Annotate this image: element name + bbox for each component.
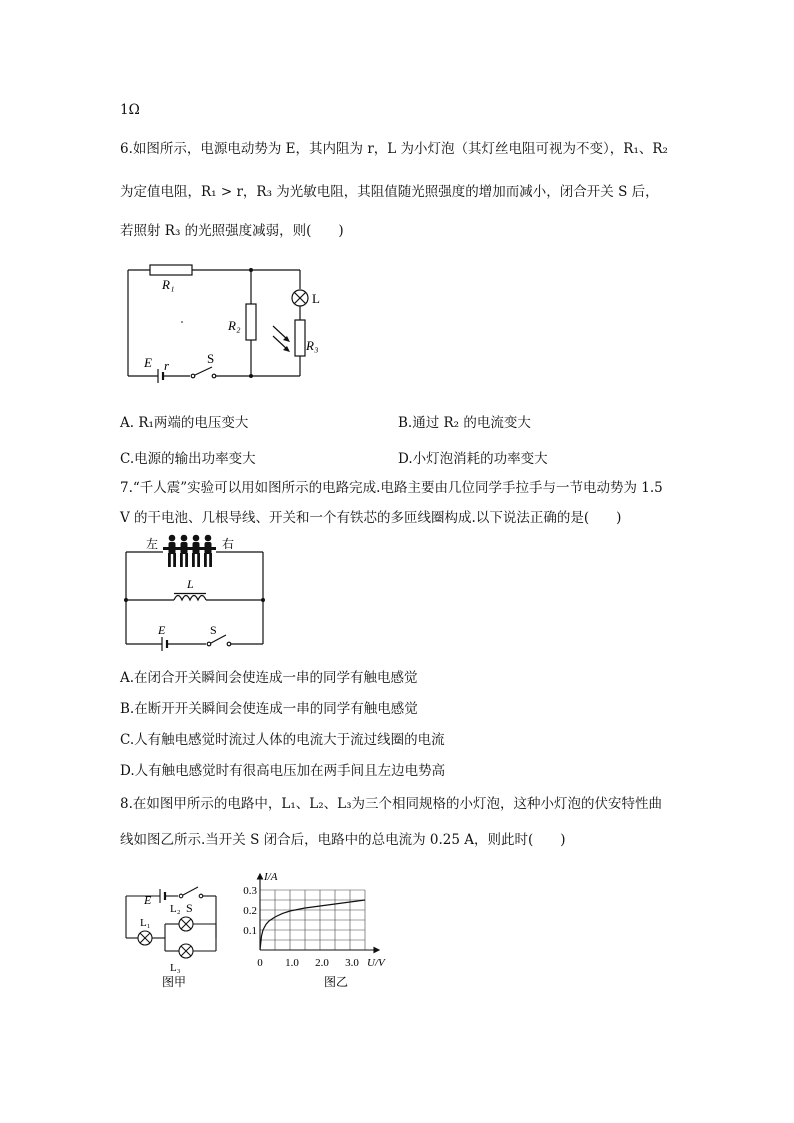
label-s: S	[186, 901, 193, 915]
chart-x-tick: 3.0	[345, 957, 359, 969]
q7-option-d: D.人有触电感觉时有很高电压加在两手间且左边电势高	[120, 763, 446, 779]
q6-line-1: 6.如图所示，电源电动势为 E，其内阻为 r，L 为小灯泡（其灯丝电阻可视为不变），R₁、R₂	[120, 141, 668, 157]
q7-circuit-figure	[118, 530, 268, 652]
q6-option-a: A. R₁两端的电压变大	[120, 415, 249, 431]
label-r2: R₂	[228, 318, 241, 333]
chart-y-tick: 0.2	[243, 905, 257, 917]
q7-option-b: B.在断开开关瞬间会使连成一串的同学有触电感觉	[120, 701, 418, 717]
q8-circuit-figure	[120, 876, 224, 992]
label-l3: L₃	[170, 962, 181, 974]
q6-option-c: C.电源的输出功率变大	[120, 451, 256, 467]
label-r1: R₁	[162, 277, 175, 292]
label-s: S	[210, 623, 217, 637]
label-left: 左	[146, 537, 159, 551]
q7-option-a: A.在闭合开关瞬间会使连成一串的同学有触电感觉	[120, 670, 418, 686]
chart-xlabel: U/V	[367, 957, 385, 969]
chart-axes	[258, 874, 380, 953]
q6-option-d: D.小灯泡消耗的功率变大	[398, 451, 548, 467]
label-e: E	[144, 355, 152, 370]
chart-y-tick: 0.3	[243, 885, 257, 897]
inductor-coil	[174, 596, 206, 601]
caption-a: 图甲	[162, 975, 187, 989]
photoresistor-r3	[295, 320, 305, 356]
q6-line-2: 为定值电阻，R₁ > r，R₃ 为光敏电阻，其阻值随光照强度的增加而减小，闭合开关 S 后，	[120, 184, 659, 200]
chart-grid	[260, 890, 365, 950]
chart-x-arrow	[374, 948, 379, 953]
q7-line-2: V 的干电池、几根导线、开关和一个有铁芯的多匝线圈构成.以下说法正确的是( )	[120, 510, 622, 526]
label-e: E	[144, 893, 152, 907]
label-l: L	[312, 291, 320, 306]
switch-contact	[191, 374, 195, 378]
q7-option-c: C.人有触电感觉时流过人体的电流大于流过线圈的电流	[120, 732, 445, 748]
q6-line-3: 若照射 R₃ 的光照强度减弱，则( )	[120, 223, 344, 239]
label-r3: R₃	[306, 338, 319, 353]
label-s: S	[207, 351, 215, 366]
q8-line-2: 线如图乙所示.当开关 S 闭合后，电路中的总电流为 0.25 A，则此时( )	[120, 832, 566, 848]
chart-series-line	[260, 900, 365, 950]
label-l2: L₂	[170, 903, 181, 915]
caption-b: 图乙	[324, 975, 349, 989]
q8-line-1: 8.在如图甲所示的电路中，L₁、L₂、L₃为三个相同规格的小灯泡，这种小灯泡的伏安特性曲	[120, 796, 663, 812]
label-l: L	[187, 577, 194, 591]
label-e: E	[158, 623, 166, 637]
chart-y-tick: 0.1	[243, 925, 257, 937]
q8-iu-chart	[238, 868, 408, 992]
q7-line-1: 7.“千人震”实验可以用如图所示的电路完成.电路主要由几位同学手拉手与一节电动势为 1.5	[120, 480, 663, 496]
resistor-r1	[150, 265, 192, 275]
header-fragment: 1Ω	[120, 102, 140, 118]
chart-x-tick: 0	[257, 957, 263, 969]
q6-circuit-figure	[118, 258, 318, 386]
chart-ylabel: I/A	[264, 871, 278, 883]
switch-arm	[195, 367, 212, 375]
label-r: r	[164, 358, 170, 373]
chart-x-tick: 2.0	[315, 957, 329, 969]
chart-x-tick: 1.0	[285, 957, 299, 969]
chart-y-arrow	[258, 874, 263, 879]
label-l1: L₁	[140, 917, 151, 929]
q6-option-b: B.通过 R₂ 的电流变大	[398, 415, 531, 431]
label-right: 右	[222, 537, 235, 551]
resistor-r2	[246, 304, 256, 340]
